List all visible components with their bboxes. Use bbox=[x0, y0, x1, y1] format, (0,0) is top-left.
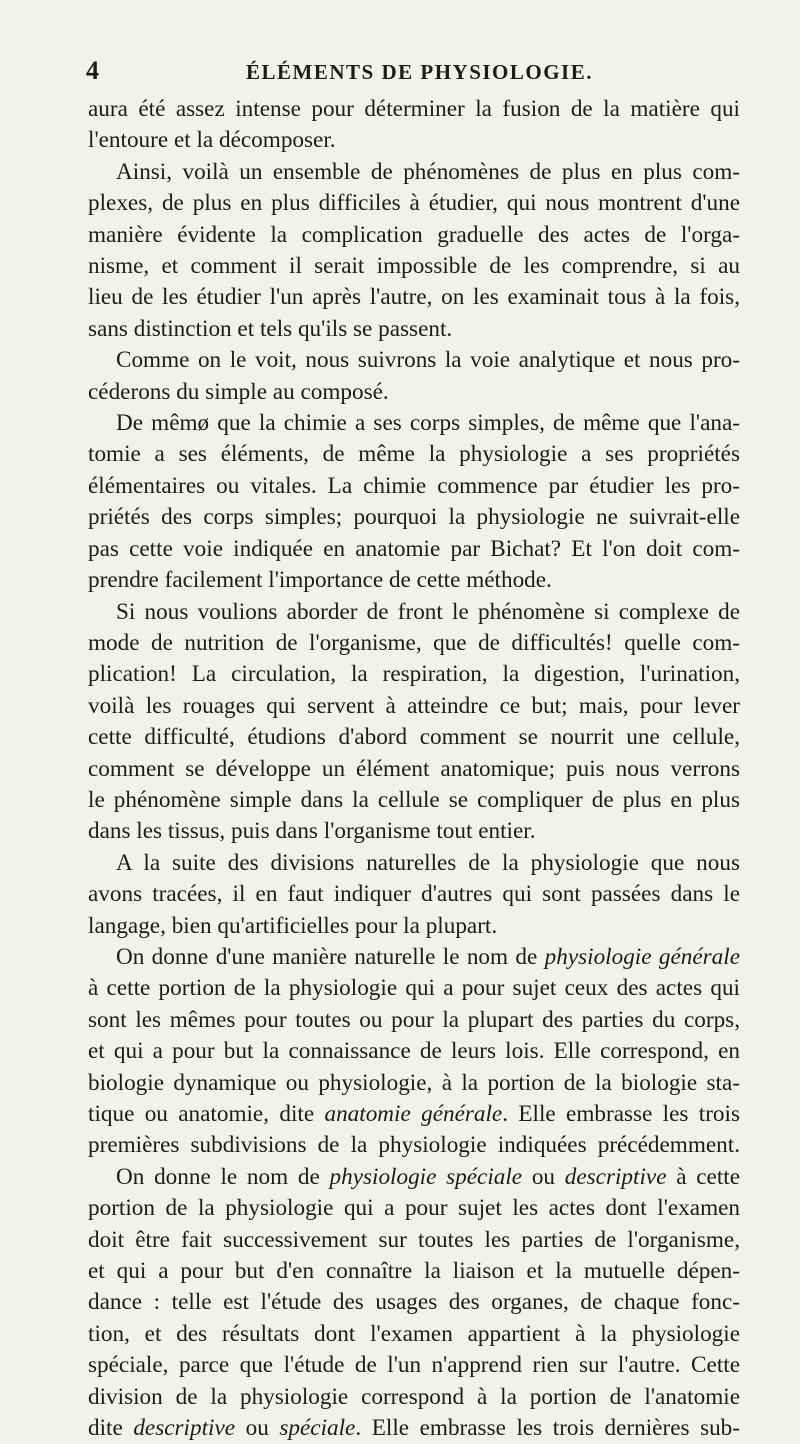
text-line bbox=[88, 1193, 740, 1224]
italic-text: physiologie spéciale bbox=[329, 1163, 523, 1190]
text-line bbox=[88, 879, 740, 910]
italic-text: descriptive bbox=[133, 1415, 236, 1442]
text-run: cette difficulté, étudions d'abord comment se nourrit une cellule, bbox=[88, 724, 740, 751]
text-line bbox=[88, 439, 740, 470]
text-run: Comme on le voit, nous suivrons la voie analytique et nous pro- bbox=[116, 347, 740, 374]
text-run: prendre facilement l'importance de cette méthode. bbox=[88, 567, 552, 594]
page-number: 4 bbox=[86, 56, 99, 85]
text-line bbox=[88, 125, 740, 156]
text-run: dance : telle est l'étude des usages des organes, de chaque fonc- bbox=[88, 1289, 740, 1316]
text-run: Ainsi, voilà un ensemble de phénomènes de plus en plus com- bbox=[116, 158, 740, 185]
text-run: à cette portion de la physiologie qui a pour sujet ceux des actes qui bbox=[88, 975, 740, 1002]
text-run: spéciale, parce que l'étude de l'un n'apprend rien sur l'autre. Cette bbox=[88, 1352, 740, 1379]
text-run: le phénomène simple dans la cellule se compliquer de plus en plus bbox=[88, 786, 740, 813]
text-run: voilà les rouages qui servent à atteindre ce but; mais, pour lever bbox=[88, 692, 740, 719]
text-run: tique ou anatomie, dite bbox=[88, 1101, 325, 1127]
text-line bbox=[88, 188, 740, 219]
text-line bbox=[88, 94, 740, 125]
text-run: tomie a ses éléments, de même la physiologie a ses propriétés bbox=[88, 441, 740, 468]
text-run: comment se développe un élément anatomique; puis nous verrons bbox=[88, 755, 740, 782]
text-line bbox=[88, 534, 740, 565]
text-run: portion de la physiologie qui a pour sujet les actes dont l'examen bbox=[88, 1195, 740, 1222]
text-line bbox=[88, 565, 740, 596]
text-line bbox=[88, 597, 740, 628]
text-line bbox=[88, 1068, 740, 1099]
text-run: élémentaires ou vitales. La chimie commence par étudier les pro- bbox=[88, 472, 740, 499]
text-line bbox=[88, 722, 740, 753]
text-run: biologie dynamique ou physiologie, à la portion de la biologie sta- bbox=[88, 1069, 740, 1096]
text-line bbox=[88, 816, 740, 847]
text-line bbox=[88, 785, 740, 816]
text-run: mode de nutrition de l'organisme, que de difficultés! quelle com- bbox=[88, 629, 740, 656]
text-line bbox=[88, 1036, 740, 1067]
italic-text: physiologie générale bbox=[544, 943, 740, 970]
text-line bbox=[88, 157, 740, 188]
text-line bbox=[88, 377, 740, 408]
text-line bbox=[88, 1382, 740, 1413]
text-run: . Elle embrasse les trois dernières sub- bbox=[355, 1415, 740, 1442]
text-line bbox=[88, 1225, 740, 1256]
text-run: plication! La circulation, la respiration, la digestion, l'urination, bbox=[88, 661, 740, 688]
text-run: sont les mêmes pour toutes ou pour la plupart des parties du corps, bbox=[88, 1006, 740, 1033]
text-run: lieu de les étudier l'un après l'autre, on les examinait tous à la fois, bbox=[88, 284, 740, 311]
text-run: premières subdivisions de la physiologie indiquées précédemment. bbox=[88, 1132, 740, 1159]
text-line bbox=[88, 282, 740, 313]
text-run: division de la physiologie correspond à la portion de l'anatomie bbox=[88, 1383, 740, 1410]
italic-text: anatomie générale bbox=[324, 1101, 503, 1127]
running-title: ÉLÉMENTS DE PHYSIOLOGIE. bbox=[246, 60, 593, 84]
text-run: A la suite des divisions naturelles de la physiologie que nous bbox=[116, 849, 740, 876]
text-line bbox=[88, 471, 740, 502]
text-line bbox=[88, 502, 740, 533]
text-run: aura été assez intense pour déterminer la fusion de la matière qui bbox=[88, 96, 740, 122]
text-run: doit être fait successivement sur toutes les parties de l'organisme, bbox=[88, 1226, 740, 1253]
text-run: On donne le nom de bbox=[116, 1163, 330, 1190]
text-line bbox=[88, 973, 740, 1004]
text-run: . Elle embrasse les trois bbox=[502, 1101, 740, 1127]
text-run: avons tracées, il en faut indiquer d'autres qui sont passées dans le bbox=[88, 881, 740, 908]
italic-text: descriptive bbox=[564, 1163, 667, 1190]
text-line bbox=[88, 1319, 740, 1350]
text-line bbox=[88, 942, 740, 973]
text-line bbox=[88, 314, 740, 345]
text-line bbox=[88, 1256, 740, 1287]
text-run: sans distinction et tels qu'ils se passent. bbox=[88, 315, 453, 342]
text-line bbox=[88, 1099, 740, 1130]
text-run: nisme, et comment il serait impossible de les comprendre, si au bbox=[88, 253, 740, 280]
text-run: manière évidente la complication graduelle des actes de l'orga- bbox=[88, 221, 740, 248]
text-line bbox=[88, 628, 740, 659]
text-line bbox=[88, 1350, 740, 1381]
text-line bbox=[88, 1413, 740, 1444]
text-run: dite bbox=[88, 1415, 134, 1442]
text-run: pas cette voie indiquée en anatomie par Bichat? Et l'on doit com- bbox=[88, 535, 740, 562]
text-line bbox=[88, 754, 740, 785]
text-line bbox=[88, 408, 740, 439]
text-run: tion, et des résultats dont l'examen appartient à la physiologie bbox=[88, 1320, 740, 1347]
text-run: priétés des corps simples; pourquoi la physiologie ne suivrait-elle bbox=[88, 504, 740, 531]
text-run: dans les tissus, puis dans l'organisme tout entier. bbox=[88, 818, 536, 845]
text-line bbox=[88, 848, 740, 879]
text-run: l'entoure et la décomposer. bbox=[88, 127, 336, 154]
text-run: ou bbox=[522, 1163, 565, 1190]
italic-text: spéciale bbox=[279, 1415, 356, 1442]
text-line bbox=[88, 1130, 740, 1161]
text-run: On donne d'une manière naturelle le nom de bbox=[116, 943, 545, 970]
text-run: céderons du simple au composé. bbox=[88, 378, 389, 405]
text-run: Si nous voulions aborder de front le phénomène si complexe de bbox=[116, 598, 740, 625]
text-run: et qui a pour but d'en connaître la liaison et la mutuelle dépen- bbox=[88, 1258, 740, 1285]
body-text bbox=[88, 94, 740, 1444]
text-line bbox=[88, 911, 740, 942]
page-header bbox=[86, 52, 734, 86]
text-line bbox=[88, 1005, 740, 1036]
text-run: plexes, de plus en plus difficiles à étudier, qui nous montrent d'une bbox=[88, 190, 740, 217]
text-line bbox=[88, 1287, 740, 1318]
text-run: à cette bbox=[666, 1163, 741, 1190]
text-run: De mêmø que la chimie a ses corps simples, de même que l'ana- bbox=[116, 410, 740, 437]
text-line bbox=[88, 1162, 740, 1193]
text-line bbox=[88, 659, 740, 690]
text-line bbox=[88, 691, 740, 722]
text-line bbox=[88, 345, 740, 376]
text-run: langage, bien qu'artificielles pour la plupart. bbox=[88, 912, 498, 939]
text-line bbox=[88, 220, 740, 251]
text-run: ou bbox=[235, 1415, 280, 1442]
text-line bbox=[88, 251, 740, 282]
text-run: et qui a pour but la connaissance de leurs lois. Elle correspond, en bbox=[88, 1038, 740, 1065]
